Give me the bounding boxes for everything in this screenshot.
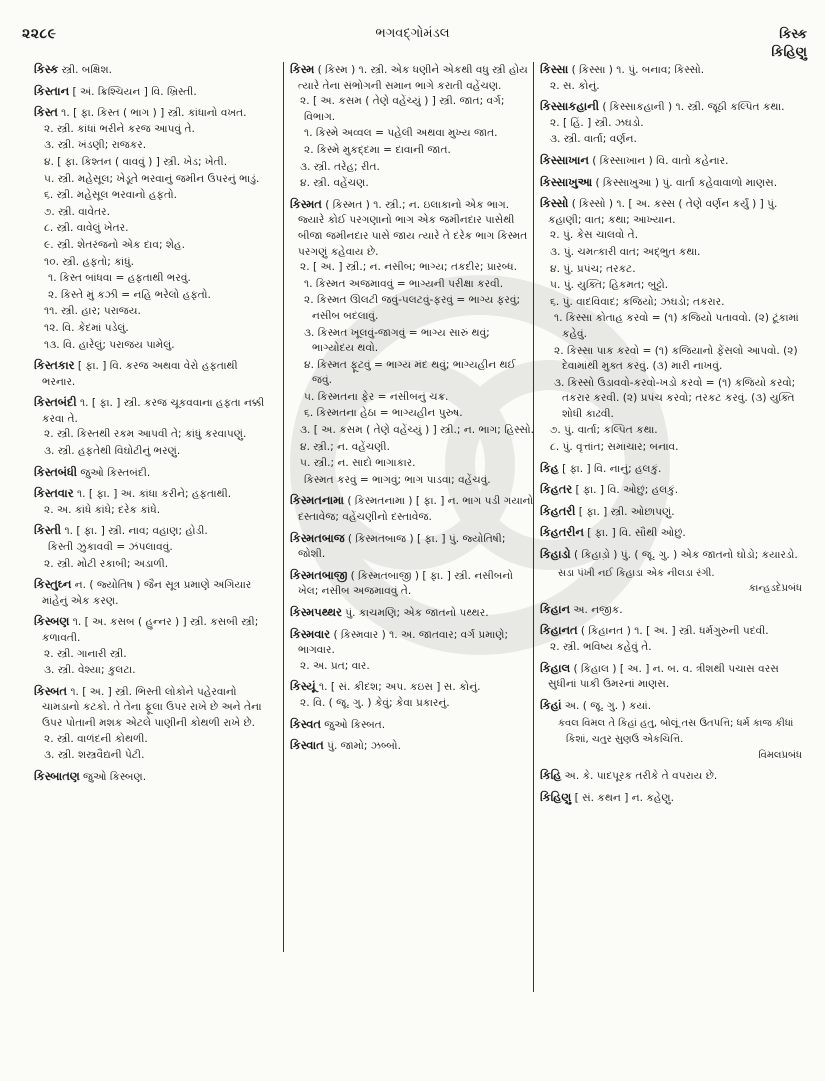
- page-number: ૨૨૮૯: [22, 26, 57, 42]
- headword: કિસ્બત: [34, 683, 67, 698]
- dictionary-entry: [290, 493, 534, 525]
- sense-line: ૮. સ્ત્રી. વાવેલું ખેતર.: [44, 222, 129, 235]
- definition-text: ન. ( જ્યોતિષ ) જૈન સૂત્ર પ્રમાણે અગિયાર માંહેનું એક કરણ.: [42, 579, 252, 607]
- definition-text: ૧. [ સં. કીદશ; અપ. કઇસ ] સ. કોનું.: [315, 681, 481, 694]
- definition-text: ( કિ઼હાલ ) [ અ. ] ન. બ. વ. ત્રીશથી પચાસ વરસ સુધીનાં પાકી ઉમરનાં માણસ.: [548, 662, 779, 691]
- sense-line: ૪. [ ફા. કિશ્તન ( વાવવું ) ] સ્ત્રી. ખેડ; ખેતી.: [44, 155, 228, 168]
- dictionary-entry: [34, 105, 274, 353]
- dictionary-entry: [540, 62, 802, 94]
- definition-text: ૧. [ અ. ] સ્ત્રી. ભિસ્તી લોકોને પહેરવાનો ચામડાનો કટકો. તે તેના ફૂલા ઉપર રાખે છે અને તેના ઉપર પોતાની મશક એટલે પાણીની કોથળી રાખે છે.: [42, 685, 262, 729]
- definition-text: જુઓ કિસ્તબંદી.: [77, 466, 151, 479]
- headword: કિસ્તાન: [34, 83, 70, 98]
- definition-text: અ. ( જૂ. ગુ. ) કયાં.: [561, 699, 652, 712]
- definition-text: ( કિ઼સ્સાખાન ) વિ. વાતો કહેનાર.: [588, 154, 729, 167]
- headword: કિહાન: [540, 601, 570, 616]
- sense-line: ૮. પું. વૃત્તાંત; સમાચાર; બનાવ.: [550, 441, 679, 454]
- citation-source: કાન્હડદેપ્રબંધ: [748, 583, 802, 595]
- idiom-phrase: ૫. કિસ્મતના ફેર = નસીબનું ચક્ર.: [304, 390, 449, 403]
- sense-line: ૨. સ. કોનું.: [550, 79, 600, 92]
- sense-line: ૪. પું. પ્રપંચ; તરકટ.: [550, 262, 636, 275]
- sense-line: ૩. સ્ત્રી. હફતેથી વિઘોટીનું ભરણું.: [44, 445, 181, 458]
- sense-line: ૨. સ્ત્રી. કાંધાં ભરીને કરજ આપવું તે.: [44, 122, 195, 135]
- definition-text: અ. કે. પાદપૂરક તરીકે તે વપરાય છે.: [561, 770, 718, 783]
- headword: કિહાડો: [540, 547, 571, 562]
- definition-text: [ ફા. ] સ્ત્રી. ઓછાપણું.: [575, 505, 675, 518]
- running-title: ભગવદ્ગોમંડલ: [375, 26, 450, 41]
- definition-text: [ સં. કથન ] ન. કહેણુ.: [571, 791, 675, 804]
- dictionary-entry: [540, 525, 802, 542]
- sense-line: ૨. અ. કાંધે કાંધે; દરેક કાંધે.: [44, 503, 161, 516]
- idiom-phrase: ૧. કિસ્મત અજમાવવું = ભાગ્યની પરીક્ષા કરવી.: [304, 277, 504, 290]
- headword: કિસ્સાખાન: [540, 152, 589, 167]
- sense-line: ૨. વિ. ( જૂ. ગુ. ) કેવું; કેવા પ્રકારનું.: [300, 696, 450, 709]
- citation-quote: કવલ વિમલ તે કિહાં હતુ, બોલૂં તસ ઉતપત્તિ; ધર્મ કાજ કીધાં કિશાં, ચતુર સુણઉ એકચિત્તિ.: [558, 718, 794, 745]
- dictionary-entry: [34, 465, 274, 482]
- citation-quote: સડા પંખી નઈ કિહાડા એક નીલડા રંગી.: [558, 567, 715, 579]
- headword: કિસ્ક: [34, 62, 59, 76]
- dictionary-entry: [34, 395, 274, 459]
- headword: કિહાનત: [540, 623, 578, 638]
- idiom-phrase: ૬. કિસ્મતના હેઠા = ભાગ્યહીન પુરુષ.: [304, 407, 463, 420]
- headword: કિસ્સાકહાની: [540, 99, 599, 114]
- idiom-phrase: ૧. કિસ્મે અવ્વલ = પહેલી અથવા મુખ્ય જાત.: [304, 127, 498, 140]
- dictionary-entry: [540, 790, 802, 807]
- dictionary-entry: [290, 717, 534, 734]
- dictionary-entry: [540, 196, 802, 456]
- headword: કિસ્મતનામા: [290, 493, 344, 508]
- headword: કિસ્સા: [540, 62, 569, 76]
- definition-text: સ્ત્રી. બક્ષિશ.: [58, 64, 112, 76]
- dictionary-entry: [290, 568, 534, 600]
- definition-text: ૧. [ ફા. ] સ્ત્રી. કરજ ચૂકવવાના હફતા નક્કી કરવા તે.: [42, 397, 265, 425]
- headword: કિસ્સો: [540, 196, 569, 211]
- headword: કિહતરીન: [540, 525, 584, 540]
- dictionary-entry: [540, 175, 802, 192]
- dictionary-entry: [540, 661, 802, 693]
- sense-line: ૨. [ અ. ] સ્ત્રી.; ન. નસીબ; ભાગ્ય; તકદીર; પ્રારબ્ધ.: [300, 261, 517, 274]
- dictionary-entry: [34, 84, 274, 101]
- headword: કિસ્સાખુઆ: [540, 174, 593, 189]
- sense-line: ૭. સ્ત્રી. વાવેતર.: [44, 205, 110, 218]
- idiom-phrase: કિસ્મત કરવું = ભાગવું; ભાગ પાડવા; વહેંચવું.: [304, 473, 491, 486]
- dictionary-entry: [290, 679, 534, 711]
- sense-line: ૯. સ્ત્રી. શેતરંજનો એક દાવ; શેહ.: [44, 238, 185, 251]
- guide-words: [771, 26, 807, 62]
- headword: કિહતરી: [540, 503, 576, 518]
- definition-text: ( કિ઼સ્મવાર ) ૧. અ. જાતવાર; વર્ગ પ્રમાણે; ભાગવાર.: [298, 628, 509, 657]
- dictionary-entry: [34, 769, 274, 786]
- definition-text: ( કિ઼સ્મતબાજ ) [ ફા. ] પું. જ્યોતિષી; જોશી.: [298, 532, 506, 561]
- citation-source: વિમલપ્રબંધ: [758, 749, 802, 761]
- definition-text: [ ફા. ] વિ. નાનું; હલકું.: [558, 462, 662, 475]
- headword: કિહાં: [540, 697, 562, 712]
- dictionary-entry: [540, 99, 802, 148]
- definition-text: ( કિ઼સ્સા ) ૧. પું. બનાવ; કિસ્સો.: [568, 64, 705, 76]
- sense-line: ૧૧. સ્ત્રી. હાર; પરાજય.: [44, 305, 141, 318]
- headword: કિસ્મપથ્થર: [290, 605, 342, 619]
- definition-text: [ ફા. ] વિ. કરજ અથવા વેરો હફતાથી ભરનાર.: [42, 360, 238, 388]
- headword: કિહ: [540, 460, 559, 475]
- sense-line: ૨. અ. પ્રત; વાર.: [300, 659, 370, 672]
- definition-text: ૧. [ ફા. કિસ્ત ( ભાગ ) ] સ્ત્રી. કાંધાનો વખત.: [57, 107, 247, 120]
- sense-line: ૧૩. વિ. હારેલું; પરાજય પામેલું.: [44, 338, 175, 351]
- dictionary-entry: [540, 504, 802, 521]
- sense-line: ૨. [ અ. કસમ ( તેણે વહેંચ્યું ) ] સ્ત્રી. જાત; વર્ગ; વિભાગ.: [300, 95, 505, 123]
- headword: કિસ્વાત: [290, 738, 324, 753]
- headword: કિસ્તવાર: [34, 486, 74, 501]
- sense-line: ૨. સ્ત્રી. વાળંદની કોથળી.: [44, 732, 148, 745]
- sense-line: ૩. પું. ચમત્કારી વાત; અદ્ભુત કથા.: [550, 245, 701, 258]
- sense-line: ૨. સ્ત્રી. કિસ્તથી રકમ આપવી તે; કાંધું કરવાપણું.: [44, 428, 247, 441]
- dictionary-entry: [34, 62, 274, 79]
- headword: કિસ્બણ: [34, 614, 70, 629]
- dictionary-entry: [540, 602, 802, 619]
- headword: કિસ્મત: [290, 196, 322, 211]
- column-3: [533, 62, 802, 992]
- definition-text: ( કિ઼સ્સાખુઆ ) પું. વાર્તા કહેવાવાળો માણસ.: [592, 176, 778, 189]
- headword: કિસ્તબંદી: [34, 395, 77, 410]
- dictionary-entry: [540, 623, 802, 655]
- dictionary-entry: [540, 153, 802, 170]
- definition-text: ( કિ઼સ્મતબાજી ) [ ફા. ] સ્ત્રી. નસીબનો ખેલ; નસીબ અજમાવવું તે.: [298, 569, 513, 598]
- headword: કિસ્મ: [290, 62, 315, 76]
- headword: કિસ્તકાર: [34, 358, 75, 373]
- definition-text: ( કિહાડ઼ો ) પું. ( જૂ. ગુ. ) એક જાતનો ઘોડો; કયારડો.: [570, 549, 798, 562]
- definition-text: પું. કાચમણિ; એક જાતનો પથ્થર.: [341, 607, 489, 619]
- headword: કિસ્ત: [34, 105, 58, 120]
- idiom-phrase: ૨. કિસ્મત ઊલટી જવું-પલટવું-ફરવું = ભાગ્ય ફરવું; નસીબ બદલાવું.: [304, 294, 521, 322]
- headword: કિસ્તુઘ્ન: [34, 577, 72, 592]
- sense-line: ૫. સ્ત્રી.; ન. સાદો ભાગાકાર.: [300, 457, 416, 470]
- dictionary-entry: [34, 358, 274, 390]
- sense-line: ૨. [ હિં. ] સ્ત્રી. ઝઘડો.: [550, 116, 644, 129]
- page-header: [0, 0, 825, 62]
- guide-word-first: કિસ્ક: [779, 27, 807, 42]
- headword: કિસ્વત: [290, 716, 321, 731]
- definition-text: ૧. [ અ. કસબ ( હુન્નર ) ] સ્ત્રી. કસબી સ્ત્રી; કળાવતી.: [42, 616, 259, 644]
- headword: કિસ્તી: [34, 523, 62, 538]
- sense-line: ૪. સ્ત્રી. વહેંચણ.: [300, 177, 369, 190]
- headword: કિસ્મતબાજી: [290, 567, 348, 582]
- sense-line: ૨. સ્ત્રી. ભવિષ્ય કહેવું તે.: [550, 641, 652, 653]
- sense-line: ૧૦. સ્ત્રી. હફતો; કાંધું.: [44, 255, 135, 268]
- dictionary-entry: [34, 614, 274, 678]
- sense-line: ૩. સ્ત્રી. તરેહ; રીત.: [300, 160, 380, 173]
- idiom-phrase: ૧. કિસ્સા કોતાહ કરવો = (૧) કજિયો પતાવવો. (૨) ટૂંકામાં કહેવું.: [554, 312, 799, 340]
- dictionary-entry: [540, 547, 802, 597]
- dictionary-entry: [290, 738, 534, 755]
- definition-text: ૧. [ ફા. ] સ્ત્રી. નાવ; વહાણ; હોડી.: [61, 525, 208, 538]
- definition-text: ( કિ઼સ્સાકહાની ) ૧. સ્ત્રી. જૂઠી કલ્પિત કથા.: [598, 101, 785, 114]
- idiom-phrase: ૨. કિસ્તે મું કઝી = નહિ ભરેલો હફતો.: [48, 288, 211, 301]
- definition-text: અ. નજીક.: [570, 603, 623, 616]
- dictionary-entry: [540, 698, 802, 763]
- column-2: [283, 62, 534, 952]
- definition-text: ૧. [ ફા. ] અ. કાંધા કરીને; હફતાથી.: [73, 488, 232, 501]
- sense-line: ૩. સ્ત્રી. ખંડણી; રાજકર.: [44, 139, 147, 152]
- definition-text: [ ફા. ] વિ. ઓછું; હલકું.: [572, 484, 679, 497]
- sense-line: ૩. સ્ત્રી. વાર્તા; વર્ણન.: [550, 133, 637, 146]
- dictionary-entry: [34, 486, 274, 518]
- headword: કિસ્તબંધી: [34, 464, 78, 479]
- sense-line: ૩. સ્ત્રી. વેશ્યા; કુલટા.: [44, 664, 136, 677]
- guide-word-last: કિહિણુ: [771, 45, 807, 60]
- dictionary-entry: [34, 523, 274, 572]
- dictionary-entry: [290, 531, 534, 563]
- definition-text: પું. જામો; ઝબ્બો.: [323, 740, 401, 753]
- sense-line: ૧૨. વિ. કેદમાં પડેલું.: [44, 321, 129, 334]
- sense-line: ૭. પું. વાર્તા; કલ્પિત કથા.: [550, 424, 658, 437]
- headword: કિસ્મતબાજ: [290, 530, 345, 545]
- dictionary-entry: [290, 627, 534, 675]
- idiom-phrase: ૩. કિસ્મત ખૂલવું-જાગવું = ભાગ્ય સારું થવું; ભાગ્યોદય થવો.: [304, 326, 490, 355]
- sense-line: ૫. સ્ત્રી. મહેસૂલ; ખેડૂતે ભરવાનું જમીન ઉપરનું ભાડું.: [44, 172, 260, 185]
- sense-line: ૫. પું. યુક્તિ; હિકમત; બુટ્ટો.: [550, 279, 669, 292]
- sense-line: ૨. સ્ત્રી. ગાનારી સ્ત્રી.: [44, 647, 127, 660]
- definition-text: જુઓ કિસ્બણ.: [79, 770, 147, 783]
- dictionary-entry: [540, 768, 802, 785]
- headword: કિહિ: [540, 768, 562, 783]
- definition-text: ( કિ઼સ્સો ) ૧. [ અ. કસ્સ ( તેણે વર્ણન કર્યું ) ] પું. કહાણી; વાત; કથા; આખ્યાન.: [548, 198, 778, 226]
- idiom-phrase: ૨. કિસ્સા પાક કરવો = (૧) કજિયાનો ફેંસલો આપવો. (૨) દેવામાંથી મુક્ત કરવું. (૩) મારી નાખવું.: [554, 344, 798, 373]
- headword: કિહતર: [540, 482, 573, 497]
- sense-line: ૨. પું. કેસ ચાલવો તે.: [550, 229, 639, 242]
- headword: કિહિણુ: [540, 789, 572, 804]
- column-1: [34, 62, 274, 790]
- idiom-phrase: ૧. કિસ્ત બાંધવા = હફતાથી ભરવું.: [48, 272, 191, 285]
- sense-line: ૩. સ્ત્રી. શસ્ત્રવૈદ્યની પેટી.: [44, 749, 145, 762]
- headword: કિસ્બાતણ: [34, 768, 80, 783]
- headword: કિહાલ: [540, 660, 571, 675]
- sense-line: ૪. સ્ત્રી.; ન. વહેંચણી.: [300, 440, 390, 453]
- idiom-phrase: ૨. કિસ્મે મુકદ્દમા = દાવાની જાત.: [304, 143, 451, 156]
- dictionary-entry: [34, 684, 274, 764]
- idiom-phrase: ૩. કિસ્સો ઉડાવવો-કરવો-ખડો કરવો = (૧) કજિયો કરવો; તકરાર કરવી. (૨) પ્રપંચ કરવો; તરકટ કરવું. (૩) યુક્તિ શોધી કાઢવી.: [554, 376, 796, 420]
- definition-text: ( કિ઼સ્મત ) ૧. સ્ત્રી.; ન. ઇલાકાનો એક ભાગ. જ્યારે કોઈ પરગણાનો ભાગ એક જમીનદાર પાસેથી બીજા જમીનદાર પાસે જાય ત્યારે તે દરેક ભાગ કિસ્મત પરગણું કહેવાય છે.: [298, 198, 528, 258]
- sense-line: ૬. પું. વાદવિવાદ; કજિયો; ઝઘડો; તકરાર.: [550, 295, 725, 308]
- dictionary-entry: [540, 461, 802, 478]
- definition-text: ( કિ઼સ્મતનામા ) [ ફા. ] ન. ભાગ પડી ગયાનો દસ્તાવેજ; વહેંચણીનો દસ્તાવેજ.: [298, 495, 534, 524]
- idiom-phrase: ૪. કિસ્મત ફૂટવું = ભાગ્ય મંદ થવું; ભાગ્યહીન થઈ જવું.: [304, 358, 516, 387]
- definition-text: ( કિ઼હાનત ) ૧. [ અ. ] સ્ત્રી. ધર્મગુરુની પદવી.: [577, 625, 769, 638]
- definition-text: [ ફા. ] વિ. સૌથી ઓછું.: [583, 527, 686, 540]
- dictionary-entry: [290, 605, 534, 622]
- sense-line: ૩. [ અ. કસમ ( તેણે વહેંચ્યું ) ] સ્ત્રી.; ન. ભાગ; હિસ્સો.: [300, 424, 534, 437]
- dictionary-entry: [34, 577, 274, 609]
- dictionary-entry: [290, 197, 534, 489]
- definition-text: [ અં. ક્રિશ્ચિયન ] વિ. ખ્રિસ્તી.: [69, 85, 197, 98]
- dictionary-entry: [540, 482, 802, 499]
- definition-text: જુઓ કિસ્બત.: [320, 718, 386, 731]
- dictionary-entry: [290, 62, 534, 192]
- headword: કિસ્મવાર: [290, 626, 331, 641]
- definition-text: ( કિ઼સ્મ ) ૧. સ્ત્રી. એક ધણીને એકથી વધુ સ્ત્રી હોય ત્યારે તેના સંભોગની સમાન ભાગે કરાતી વહેંચણ.: [298, 64, 528, 92]
- headword: કિસ્યૂં: [290, 679, 316, 694]
- sense-line: ૨. સ્ત્રી. મોટી રકાબી; અડાળી.: [44, 557, 169, 570]
- dictionary-columns: [0, 62, 825, 1062]
- sense-line: ૬. સ્ત્રી. મહેસૂલ ભરવાનો હફતો.: [44, 189, 178, 202]
- idiom-phrase: કિસ્તી ઝુકાવવી = ઝંપલાવવું.: [48, 541, 173, 554]
